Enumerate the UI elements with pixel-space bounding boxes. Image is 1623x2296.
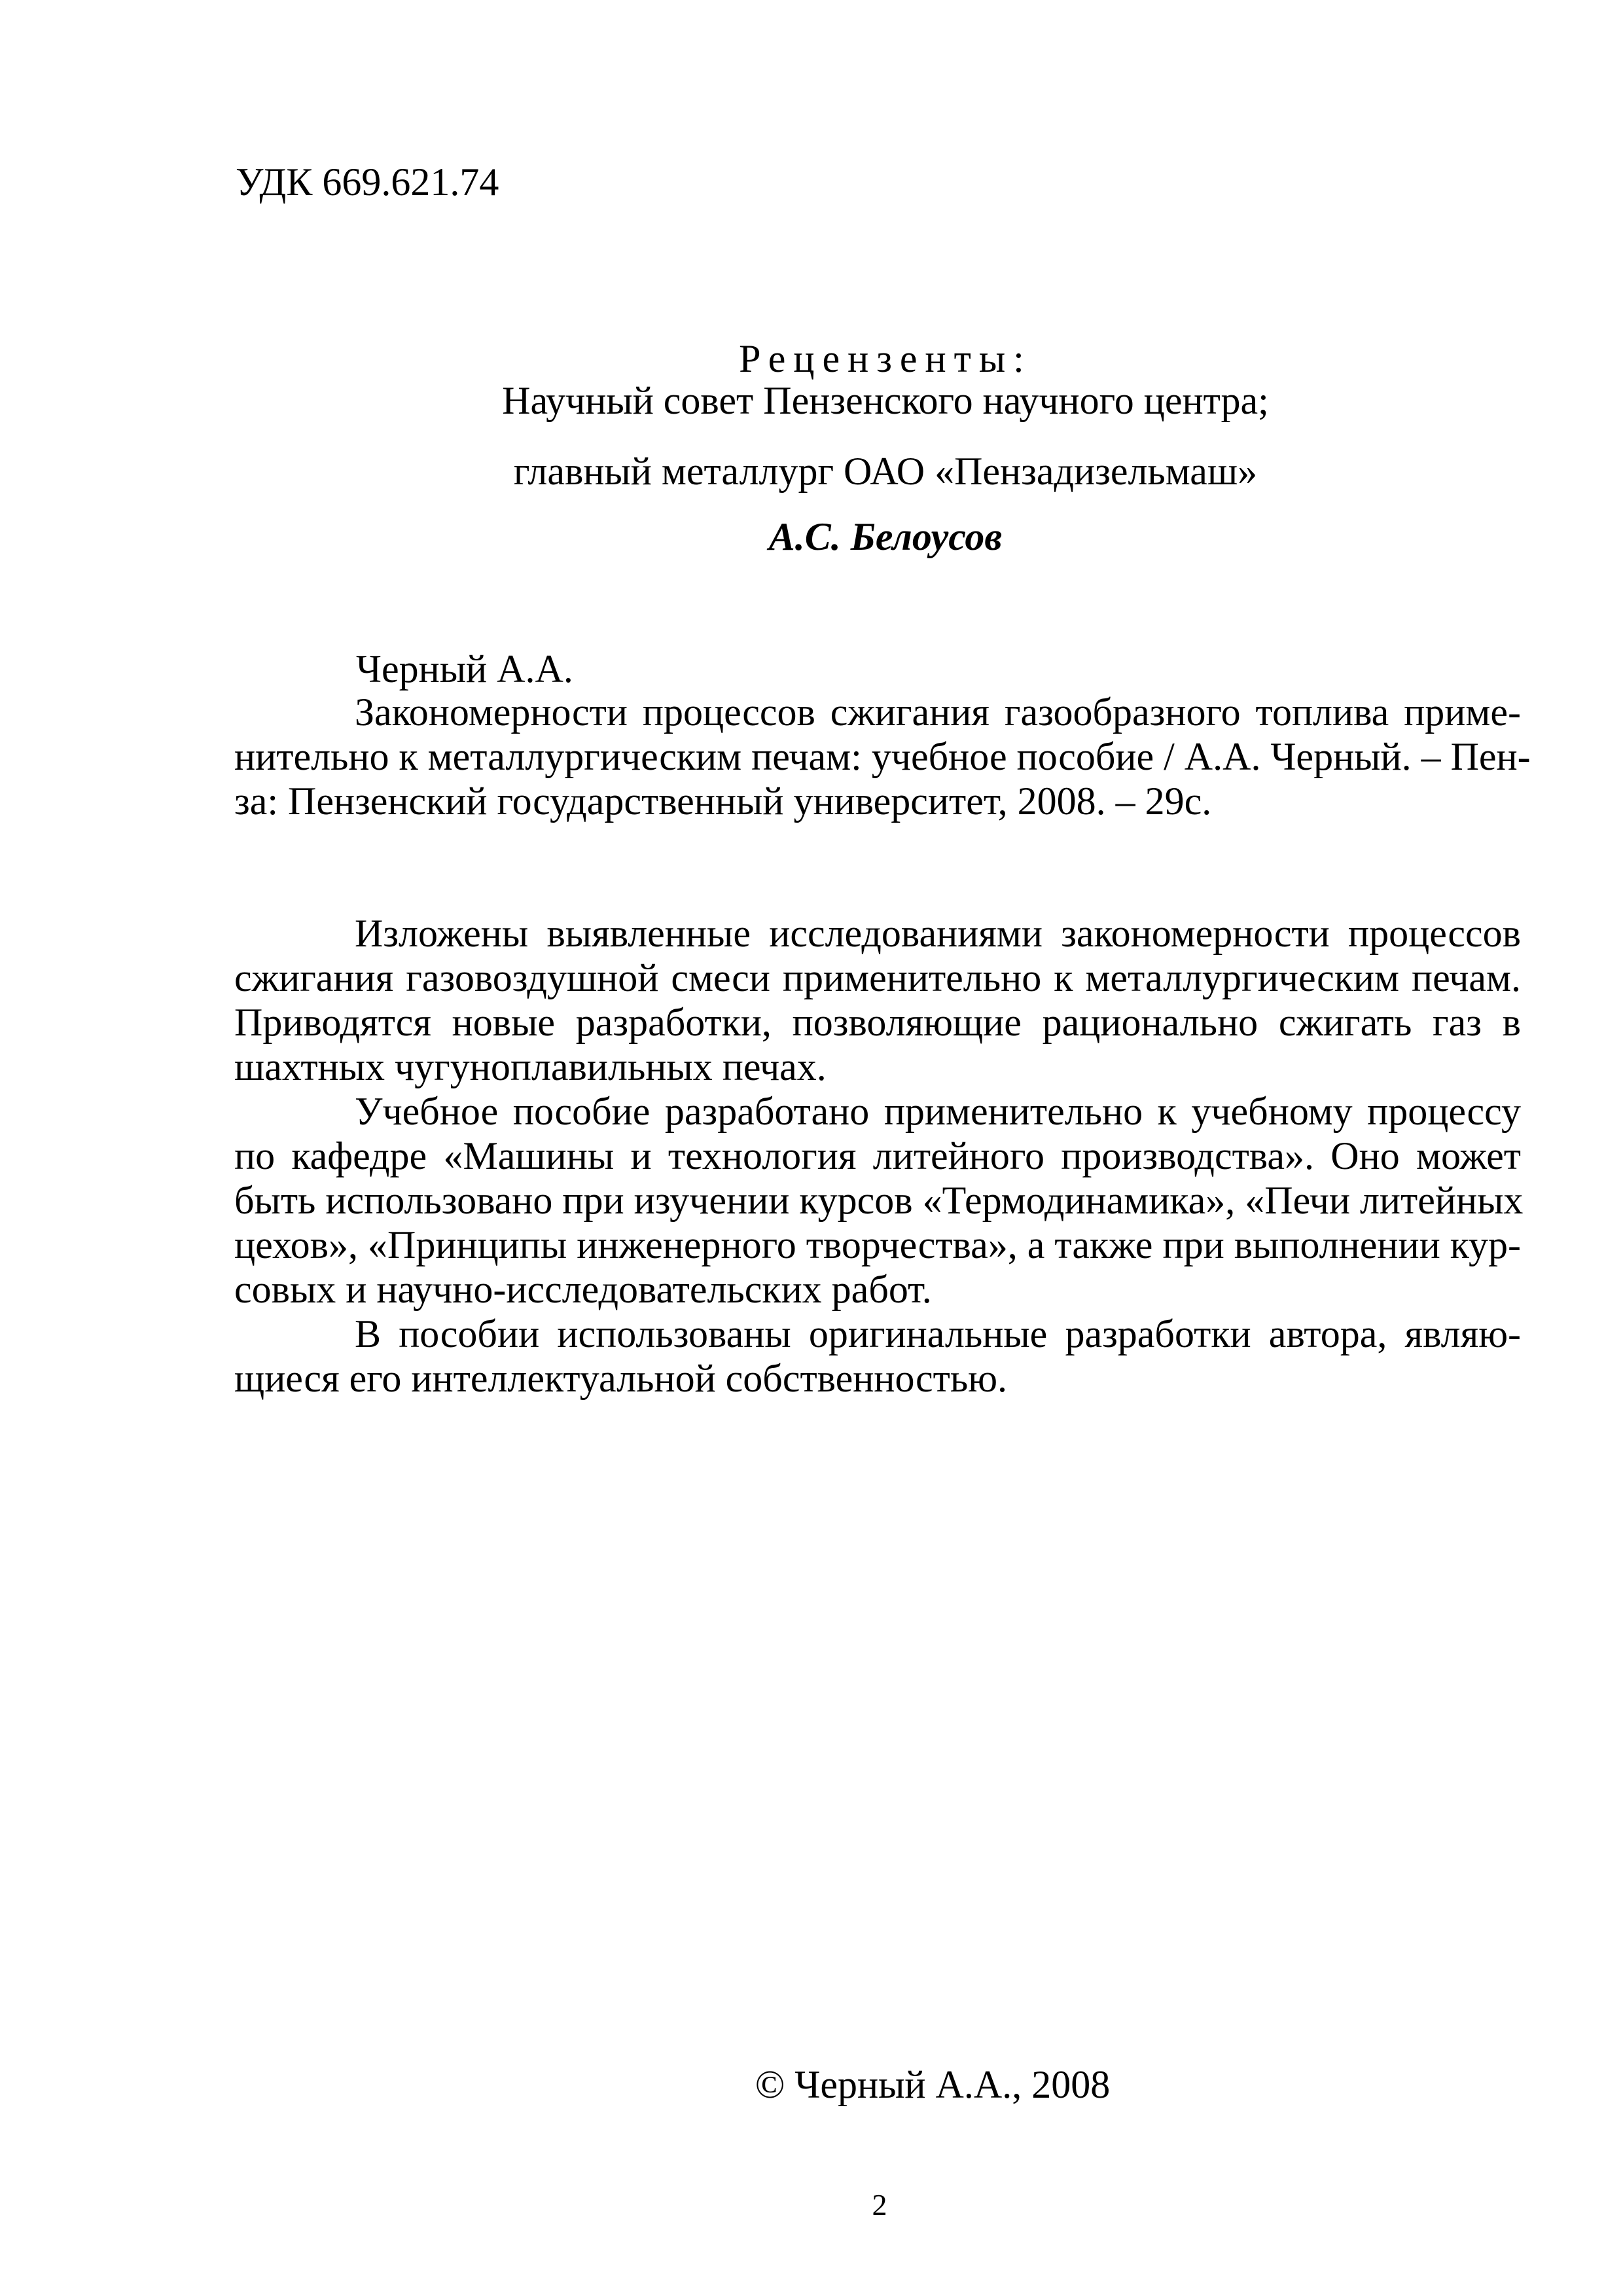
text-line: совых и научно-исследовательских работ.	[234, 1268, 932, 1311]
reviewers-heading: Рецензенты:	[739, 337, 1032, 380]
abstract-paragraph-3	[234, 1312, 1521, 1401]
reviewer-1: Научный совет Пензенского научного центра;	[502, 379, 1269, 422]
page-number: 2	[872, 2188, 887, 2221]
reviewer-2: главный металлург ОАО «Пензадизельмаш»	[513, 450, 1258, 493]
copyright: © Черный А.А., 2008	[755, 2063, 1111, 2106]
text-line: Изложены выявленные исследованиями закономерности процессов	[355, 912, 1521, 955]
text-line: щиеся его интеллектуальной собственностью.	[234, 1357, 1008, 1400]
text-line: нительно к металлургическим печам: учебное пособие / А.А. Черный. – Пен-	[234, 735, 1531, 778]
text-line: В пособии использованы оригинальные разработки автора, являю-	[355, 1312, 1521, 1355]
citation-author: Черный А.А.	[356, 647, 573, 691]
reviewer-name: А.С. Белоусов	[768, 515, 1003, 558]
text-line: Приводятся новые разработки, позволяющие рационально сжигать газ в	[234, 1001, 1521, 1044]
text-line: Закономерности процессов сжигания газообразного топлива приме-	[355, 691, 1521, 734]
abstract-paragraph-1	[234, 911, 1521, 1089]
text-line: Учебное пособие разработано применительно к учебному процессу	[355, 1090, 1521, 1133]
text-line: за: Пензенский государственный университет, 2008. – 29с.	[234, 780, 1212, 823]
text-line: по кафедре «Машины и технология литейного производства». Оно может	[234, 1134, 1521, 1177]
udk-code: УДК 669.621.74	[236, 160, 499, 204]
text-line: сжигания газовоздушной смеси применительно к металлургическим печам.	[234, 956, 1521, 999]
citation-text	[234, 690, 1531, 823]
text-line: шахтных чугуноплавильных печах.	[234, 1045, 827, 1088]
text-line: цехов», «Принципы инженерного творчества», а также при выполнении кур-	[234, 1223, 1521, 1266]
text-line: быть использовано при изучении курсов «Термодинамика», «Печи литейных	[234, 1179, 1524, 1222]
abstract-paragraph-2	[234, 1089, 1524, 1312]
